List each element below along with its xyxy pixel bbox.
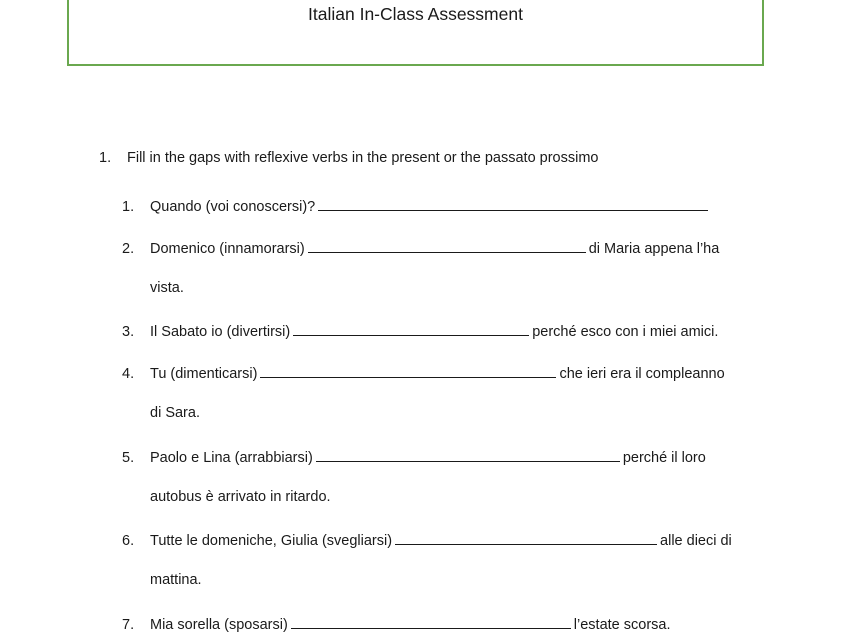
item-number: 3. (122, 324, 135, 340)
item-prompt: Quando (voi conoscersi)? (150, 199, 316, 215)
answer-blank[interactable] (308, 238, 586, 253)
item-suffix: alle dieci di (660, 533, 732, 549)
exercise-item-2 (122, 238, 719, 257)
question-heading (99, 150, 598, 166)
item-number: 4. (122, 366, 135, 382)
question-instruction: Fill in the gaps with reflexive verbs in the present or the passato prossimo (127, 150, 599, 166)
answer-blank[interactable] (260, 363, 556, 378)
title-box (67, 0, 764, 66)
item-number: 7. (122, 617, 135, 633)
item-number: 2. (122, 241, 135, 257)
item-prompt: Il Sabato io (divertirsi) (150, 324, 291, 340)
question-number: 1. (99, 150, 112, 166)
answer-blank[interactable] (395, 530, 657, 545)
answer-blank[interactable] (318, 196, 708, 211)
item-prompt: Paolo e Lina (arrabbiarsi) (150, 450, 313, 466)
item-prompt: Mia sorella (sposarsi) (150, 617, 288, 633)
exercise-item-3 (122, 321, 718, 340)
item-continuation: mattina. (150, 572, 202, 588)
exercise-item-4 (122, 363, 725, 382)
answer-blank[interactable] (316, 447, 620, 462)
answer-blank[interactable] (291, 614, 571, 629)
item-continuation: vista. (150, 280, 184, 296)
item-number: 5. (122, 450, 135, 466)
page-title: Italian In-Class Assessment (308, 4, 523, 24)
answer-blank[interactable] (293, 321, 529, 336)
item-suffix: di Maria appena l’ha (588, 241, 720, 257)
item-suffix: perché esco con i miei amici. (532, 324, 719, 340)
exercise-item-1 (122, 196, 711, 215)
item-number: 1. (122, 199, 135, 215)
item-number: 6. (122, 533, 135, 549)
exercise-item-6 (122, 530, 732, 549)
item-continuation: di Sara. (150, 405, 200, 421)
exercise-item-7 (122, 614, 671, 633)
item-prompt: Domenico (innamorarsi) (150, 241, 305, 257)
item-suffix: l’estate scorsa. (573, 617, 671, 633)
exercise-item-5 (122, 447, 706, 466)
item-continuation: autobus è arrivato in ritardo. (150, 489, 331, 505)
item-suffix: perché il loro (622, 450, 706, 466)
item-prompt: Tutte le domeniche, Giulia (svegliarsi) (150, 533, 393, 549)
item-suffix: che ieri era il compleanno (559, 366, 725, 382)
item-prompt: Tu (dimenticarsi) (150, 366, 258, 382)
